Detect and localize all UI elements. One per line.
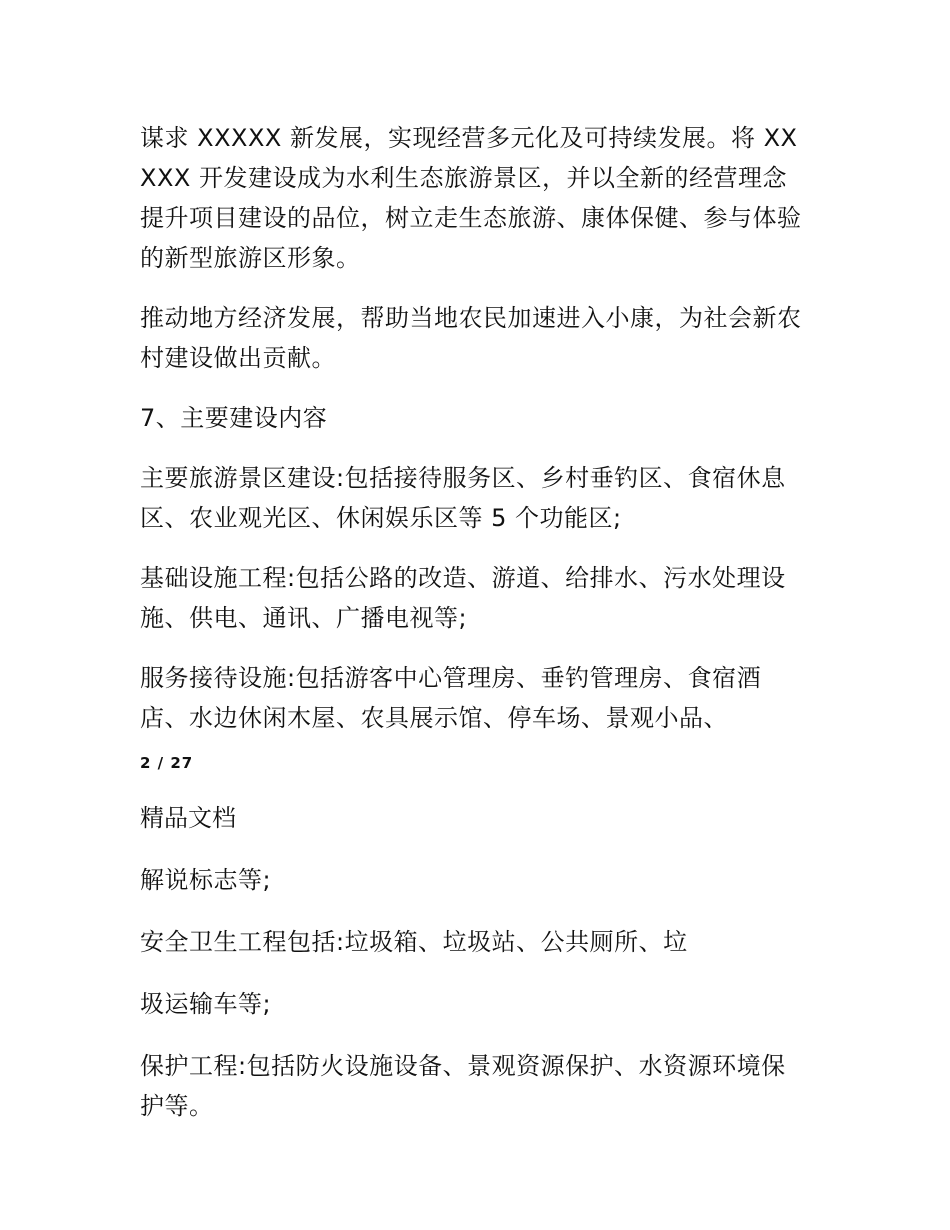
document-page xyxy=(140,118,810,1126)
paragraph-sanitation-line2: 圾运输车等; xyxy=(140,990,272,1018)
paragraph-sanitation-line1: 安全卫生工程包括:垃圾箱、垃圾站、公共厕所、垃 xyxy=(140,928,688,956)
page-number: 2 / 27 xyxy=(140,754,194,772)
page-header: 精品文档 xyxy=(140,804,236,832)
paragraph-local-economy: 推动地方经济发展，帮助当地农民加速进入小康，为社会新农村建设做出贡献。 xyxy=(140,304,802,372)
paragraph-scenic-area-construction: 主要旅游景区建设:包括接待服务区、乡村垂钓区、食宿休息区、农业观光区、休闲娱乐区等 5 个功能区; xyxy=(140,464,786,532)
paragraph-signage: 解说标志等; xyxy=(140,866,272,894)
paragraph-development-goal: 谋求 XXXXX 新发展，实现经营多元化及可持续发展。将 XXXXX 开发建设成为水利生态旅游景区，并以全新的经营理念提升项目建设的品位，树立走生态旅游、康体保健、参与体验的新型旅游区形象。 xyxy=(140,124,802,272)
section-heading-construction-content: 7、主要建设内容 xyxy=(140,404,328,432)
paragraph-protection-works: 保护工程:包括防火设施设备、景观资源保护、水资源环境保护等。 xyxy=(140,1052,786,1120)
paragraph-infrastructure: 基础设施工程:包括公路的改造、游道、给排水、污水处理设施、供电、通讯、广播电视等; xyxy=(140,564,786,632)
paragraph-service-facilities: 服务接待设施:包括游客中心管理房、垂钓管理房、食宿酒店、水边休闲木屋、农具展示馆、停车场、景观小品、 xyxy=(140,664,762,732)
